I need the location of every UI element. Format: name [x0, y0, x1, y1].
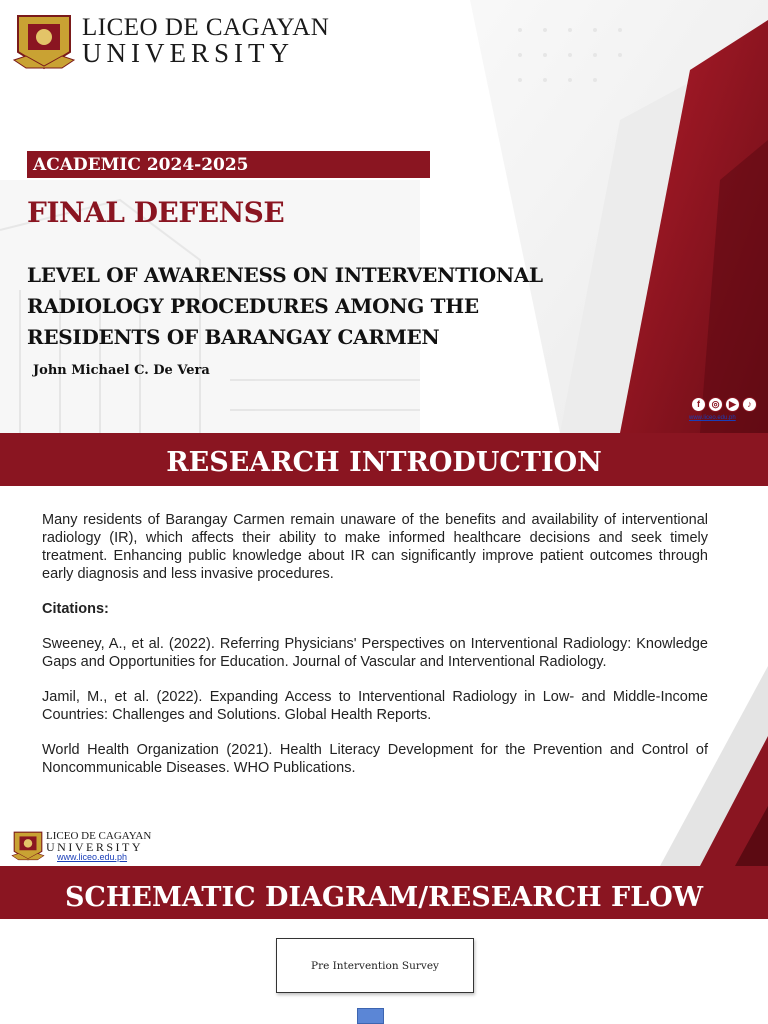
university-seal-icon [11, 829, 45, 863]
youtube-icon[interactable]: ▶ [725, 397, 740, 412]
facebook-icon[interactable]: f [691, 397, 706, 412]
author-name: John Michael C. De Vera [33, 363, 210, 378]
thesis-title [27, 260, 587, 353]
citation-item: World Health Organization (2021). Health Literacy Development for the Prevention and Control of Noncommunicable Diseases. WHO Publications. [42, 742, 708, 776]
citations-label: Citations: [42, 601, 109, 617]
footer-university-name-line1: LICEO DE CAGAYAN [46, 830, 152, 842]
introduction-body [42, 511, 708, 794]
cover-website-link[interactable]: www.liceo.edu.ph [689, 415, 736, 421]
schematic-diagram-heading: SCHEMATIC DIAGRAM/RESEARCH FLOW [0, 866, 768, 919]
thesis-title-line: RADIOLOGY PROCEDURES AMONG THE [27, 294, 479, 318]
footer-university-logo [11, 829, 45, 863]
citation-item: Jamil, M., et al. (2022). Expanding Access to Interventional Radiology in Low- and Middle-Income Countries: Challenges and Solutions. Global Health Reports. [42, 689, 708, 723]
academic-year-banner: ACADEMIC 2024-2025 [27, 151, 430, 178]
research-introduction-heading: RESEARCH INTRODUCTION [0, 433, 768, 486]
footer-website-link[interactable]: www.liceo.edu.ph [57, 852, 128, 862]
university-name-line1: LICEO DE CAGAYAN [82, 14, 330, 41]
tiktok-icon[interactable]: ♪ [742, 397, 757, 412]
flow-arrow-down-icon [357, 1008, 384, 1024]
instagram-icon[interactable]: ◎ [708, 397, 723, 412]
university-seal-icon [12, 12, 76, 72]
social-icons [691, 397, 757, 412]
final-defense-heading: FINAL DEFENSE [27, 196, 285, 229]
thesis-title-line: RESIDENTS OF BARANGAY CARMEN [27, 325, 440, 349]
university-logo [12, 12, 76, 72]
footer-university-name-line2: UNIVERSITY [46, 840, 143, 854]
thesis-title-line: LEVEL OF AWARENESS ON INTERVENTIONAL [27, 263, 543, 287]
citation-item: Sweeney, A., et al. (2022). Referring Physicians' Perspectives on Interventional Radiology: Knowledge Gaps and Opportunities for Education. Journal of Vascular and Interventional Radiology. [42, 636, 708, 670]
introduction-paragraph: Many residents of Barangay Carmen remain unaware of the benefits and availability of interventional radiology (IR), which affects their ability to make informed healthcare decisions and seek timely treatment. Enhancing public knowledge about IR can significantly improve patient outcomes through early diagnosis and less invasive procedures. [42, 512, 708, 582]
university-name-line2: UNIVERSITY [82, 38, 294, 68]
flow-step-pre-intervention-survey: Pre Intervention Survey [276, 938, 474, 993]
